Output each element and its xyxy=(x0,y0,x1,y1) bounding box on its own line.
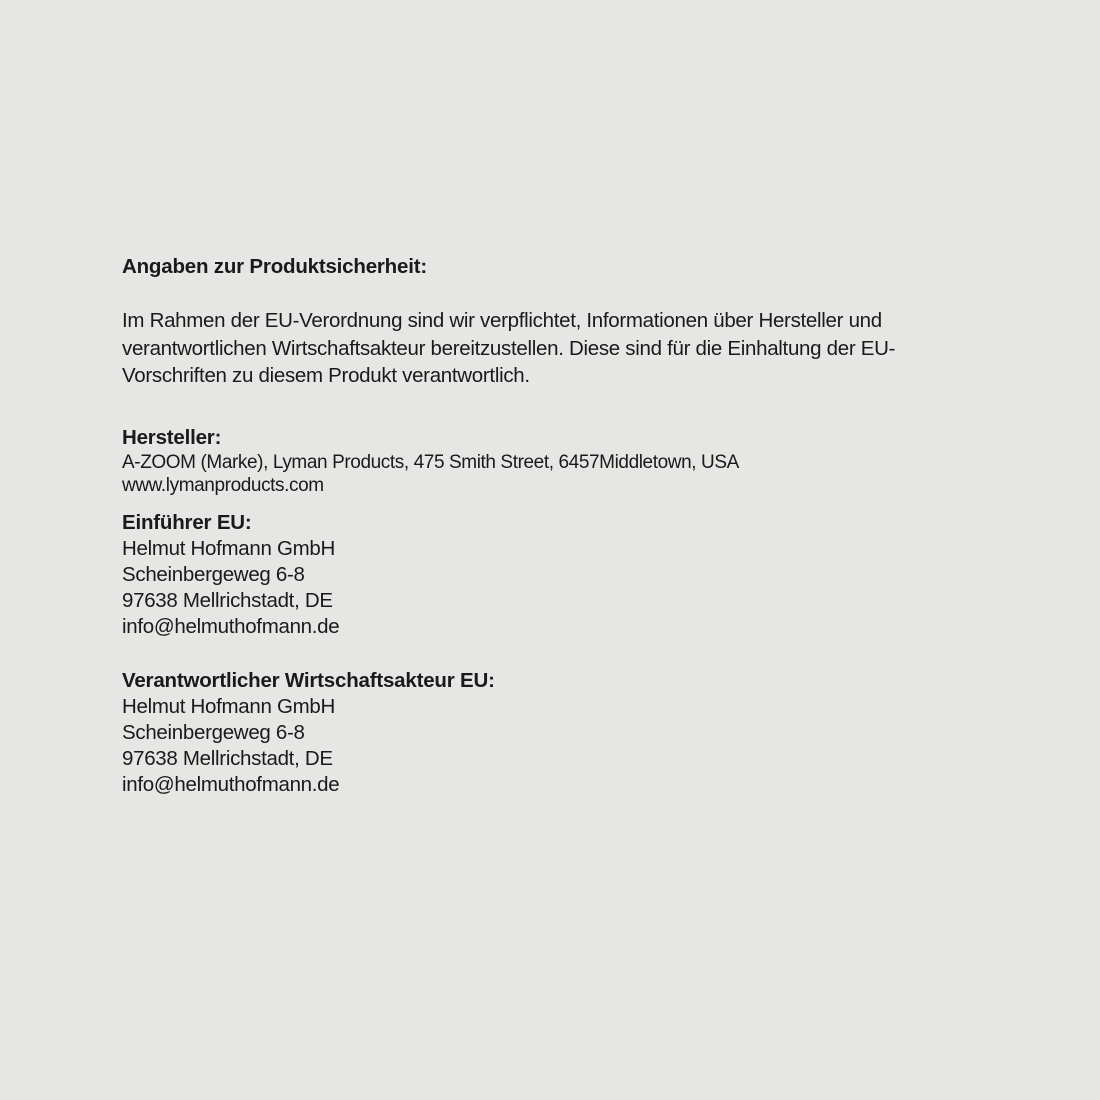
section-einfuehrer-eu xyxy=(122,510,1002,640)
responsible-company-name: Helmut Hofmann GmbH xyxy=(122,694,336,718)
intro-paragraph: Im Rahmen der EU-Verordnung sind wir verpflichtet, Informationen über Hersteller und verantwortlichen Wirtschaftsakteur bereitzustellen. Diese sind für die Einhaltung der EU-Vorschriften zu diesem Produkt verantwortlich. xyxy=(122,309,896,387)
section-heading-einfuehrer-eu: Einführer EU: xyxy=(122,510,252,534)
product-safety-document xyxy=(122,0,1002,798)
importer-company-name: Helmut Hofmann GmbH xyxy=(122,536,336,560)
importer-city: 97638 Mellrichstadt, DE xyxy=(122,588,333,612)
manufacturer-website: www.lymanproducts.com xyxy=(122,475,324,496)
manufacturer-address-line: A-ZOOM (Marke), Lyman Products, 475 Smith Street, 6457Middletown, USA xyxy=(122,451,739,473)
responsible-city: 97638 Mellrichstadt, DE xyxy=(122,746,333,770)
responsible-email: info@helmuthofmann.de xyxy=(122,772,340,796)
section-heading-verantwortlicher-wirtschaftsakteur: Verantwortlicher Wirtschaftsakteur EU: xyxy=(122,668,495,692)
importer-street: Scheinbergeweg 6-8 xyxy=(122,562,305,586)
responsible-street: Scheinbergeweg 6-8 xyxy=(122,720,305,744)
section-heading-hersteller: Hersteller: xyxy=(122,425,222,449)
section-hersteller xyxy=(122,425,1002,498)
section-verantwortlicher-wirtschaftsakteur xyxy=(122,668,1002,798)
importer-email: info@helmuthofmann.de xyxy=(122,614,340,638)
document-title: Angaben zur Produktsicherheit: xyxy=(122,255,427,278)
